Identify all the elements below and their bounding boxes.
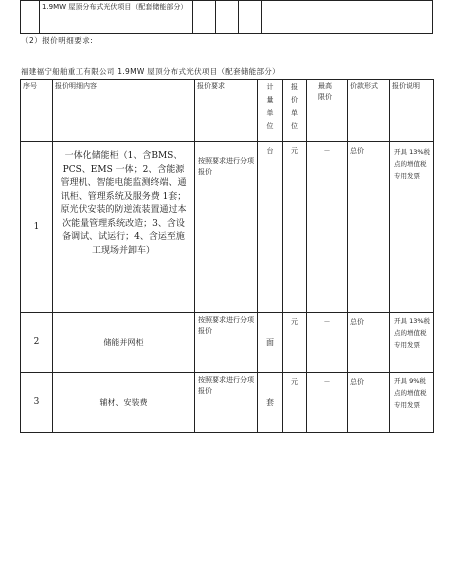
empty-cell [262, 1, 433, 34]
row-remark: 开具 13%税点的增值税专用发票 [390, 142, 434, 313]
table-row [21, 373, 434, 433]
row-requirement: 按照要求进行分项报价 [195, 313, 258, 373]
row-remark: 开具 9%税点的增值税专用发票 [390, 373, 434, 433]
row-content: 储能并网柜 [53, 313, 195, 373]
header-unit [258, 80, 283, 142]
row-unit: 台 [258, 142, 283, 313]
header-max-price-text: 最高限价 [318, 82, 332, 101]
row-price-unit: 元 [283, 142, 307, 313]
row-number: 3 [21, 373, 53, 433]
row-requirement: 按照要求进行分项报价 [195, 142, 258, 313]
header-unit-text: 计量单位 [266, 83, 274, 130]
row-max-price: － [307, 373, 348, 433]
header-form-text: 价款形式 [350, 82, 378, 90]
header-requirement: 报价要求 [195, 80, 258, 142]
top-continuation-table [20, 0, 433, 34]
row-content: 辅材、安装费 [53, 373, 195, 433]
row-price-unit: 元 [283, 373, 307, 433]
header-remark: 报价说明 [390, 80, 434, 142]
row-requirement: 按照要求进行分项报价 [195, 373, 258, 433]
header-content: 报价明细内容 [53, 80, 195, 142]
row-max-price: － [307, 142, 348, 313]
header-max-price [307, 80, 348, 142]
table-row [21, 1, 433, 34]
header-row [21, 80, 434, 142]
row-form: 总价 [348, 313, 390, 373]
table-title: 福建福宁船舶重工有限公司 1.9MW 屋顶分布式光伏项目（配套储能部分） [21, 67, 280, 76]
pricing-detail-table [20, 79, 434, 433]
row-number: 1 [21, 142, 53, 313]
table-row [21, 142, 434, 313]
row-form: 总价 [348, 373, 390, 433]
project-name-cell: 1.9MW 屋顶分布式光伏项目（配套储能部分） [40, 1, 193, 34]
row-remark: 开具 13%税点的增值税专用发票 [390, 313, 434, 373]
header-no: 序号 [21, 80, 53, 142]
row-form: 总价 [348, 142, 390, 313]
empty-cell [216, 1, 239, 34]
row-unit: 套 [258, 373, 283, 433]
empty-cell [21, 1, 40, 34]
row-number: 2 [21, 313, 53, 373]
empty-cell [239, 1, 262, 34]
table-row [21, 313, 434, 373]
row-price-unit: 元 [283, 313, 307, 373]
header-price-text: 报价单位 [291, 83, 298, 130]
row-unit: 面 [258, 313, 283, 373]
row-max-price: － [307, 313, 348, 373]
section-title: （2）报价明细要求: [21, 36, 94, 45]
header-price-unit [283, 80, 307, 142]
empty-cell [193, 1, 216, 34]
header-form [348, 80, 390, 142]
row-content: 一体化储能柜（1、含BMS、PCS、EMS 一体；2、含能源管理机、智能电能监测终端、通讯柜、管理系统及服务费 1套；原光伏安装的防逆流装置通过本次能量管理系统改造；3、含设备调试、试运行；4、含运至施工现场并卸车） [53, 142, 195, 313]
